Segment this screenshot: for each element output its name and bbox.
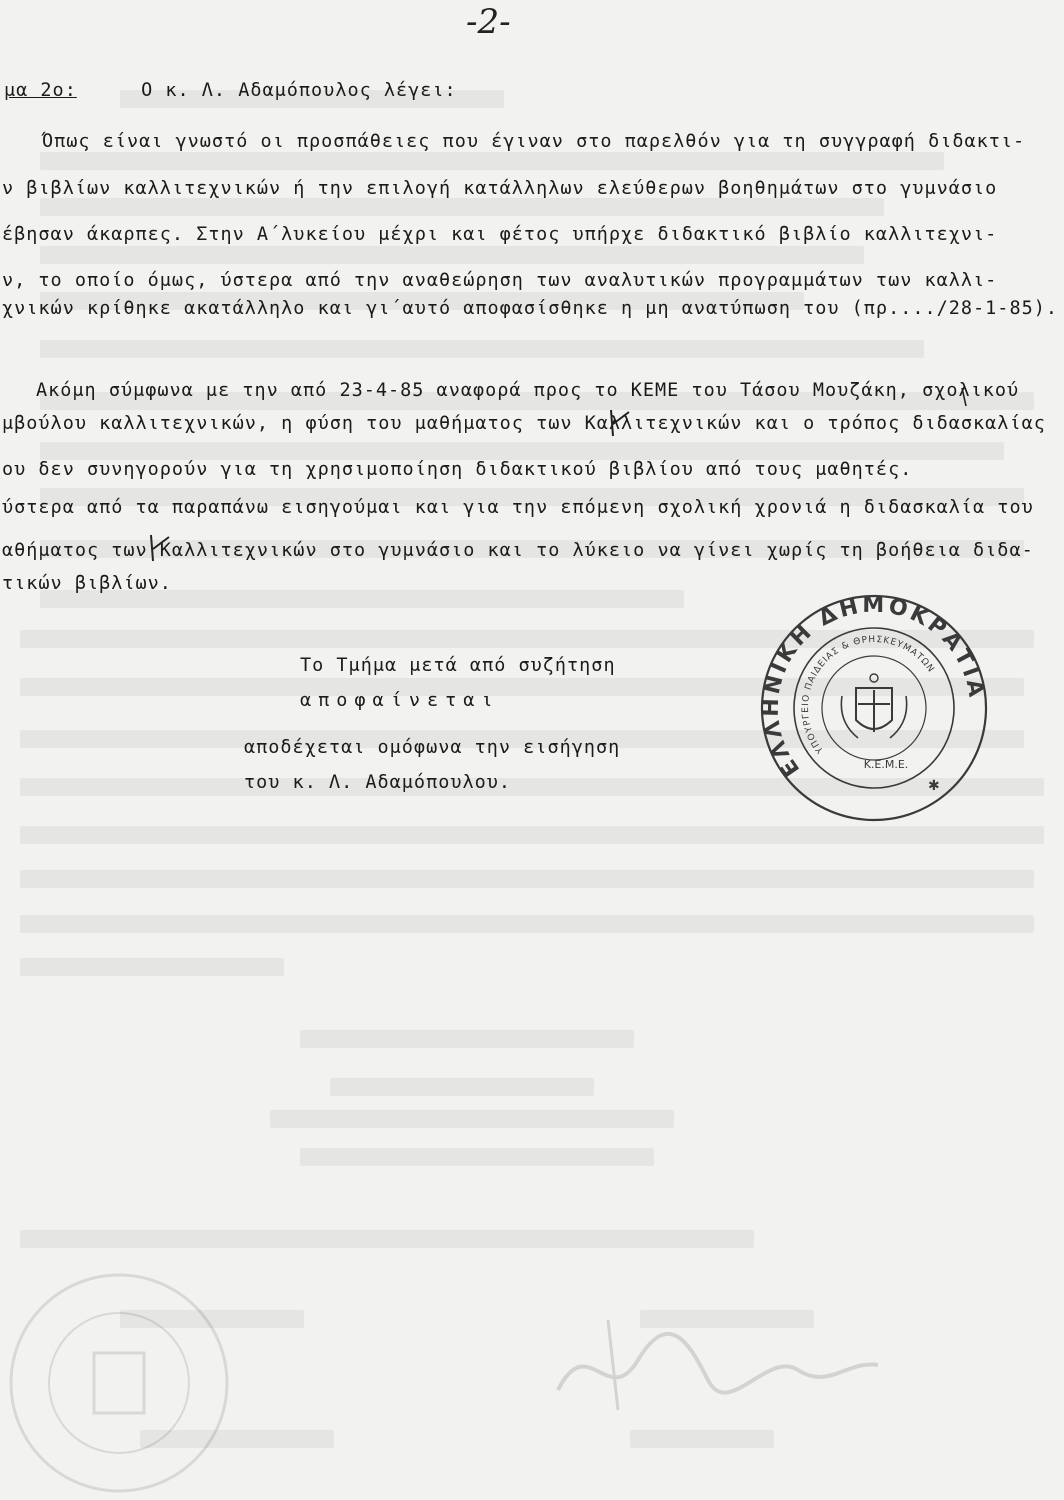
stamp-bottom-text: Κ.Ε.Μ.Ε. [863, 758, 909, 771]
paragraph-2-line-5: αθήματος των Καλλιτεχνικών στο γυμνάσιο και το λύκειο να γίνει χωρίς τη βοήθεια διδα- [2, 540, 1034, 561]
decision-line-4: του κ. Λ. Αδαμόπουλου. [244, 772, 512, 793]
paragraph-2-line-3: ου δεν συνηγορούν για τη χρησιμοποίηση διδακτικού βιβλίου από τους μαθητές. [2, 459, 913, 480]
section-label: μα 2ο: [4, 80, 77, 101]
stamp-star-icon: ✱ [928, 778, 940, 794]
paragraph-1-line-2: ν βιβλίων καλλιτεχνικών ή την επιλογή κατάλληλων ελεύθερων βοηθημάτων στο γυμνάσιο [2, 178, 998, 199]
stamp-emblem-icon [841, 674, 906, 738]
paragraph-1-line-5: χνικών κρίθηκε ακατάλληλο και γι΄αυτό αποφασίσθηκε η μη ανατύπωση του (πρ..../28-1-85). [2, 298, 1059, 319]
paragraph-2-line-2: μβούλου καλλιτεχνικών, η φύση του μαθήματος των Καλλιτεχνικών και ο τρόπος διδασκαλίας [2, 413, 1046, 434]
stamp-outer-text: ΕΛΛΗΝΙΚΗ ΔΗΜΟΚΡΑΤΙΑ [758, 592, 989, 781]
paragraph-2-line-1: Ακόμη σύμφωνα με την από 23-4-85 αναφορά προς το ΚΕΜΕ του Τάσου Μουζάκη, σχολικού [36, 380, 1020, 401]
official-stamp [758, 592, 990, 824]
decision-line-3: αποδέχεται ομόφωνα την εισήγηση [244, 737, 621, 758]
handwritten-tick-mark [958, 386, 976, 408]
stamp-inner-text: ΥΠΟΥΡΓΕΙΟ ΠΑΙΔΕΙΑΣ & ΘΡΗΣΚΕΥΜΑΤΩΝ [800, 634, 936, 755]
page-number: -2- [466, 2, 511, 42]
decision-line-1: Το Τμήμα μετά από συζήτηση [300, 655, 616, 676]
section-heading [4, 80, 457, 101]
handwritten-correction-mark-2 [145, 533, 175, 563]
paragraph-2-line-6: τικών βιβλίων. [2, 573, 172, 594]
paragraph-1-line-3: έβησαν άκαρπες. Στην Α΄λυκείου μέχρι και φέτος υπήρχε διδακτικό βιβλίο καλλιτεχνι- [2, 224, 998, 245]
paragraph-1-line-4: ν, το οποίο όμως, ύστερα από την αναθεώρηση των αναλυτικών προγραμμάτων των καλλι- [2, 270, 998, 291]
paragraph-1-line-1: Όπως είναι γνωστό οι προσπάθειες που έγιναν στο παρελθόν για τη συγγραφή διδακτι- [42, 131, 1026, 152]
section-heading-text: Ο κ. Λ. Αδαμόπουλος λέγει: [141, 80, 457, 101]
paragraph-2-line-4: ύστερα από τα παραπάνω εισηγούμαι και για την επόμενη σχολική χρονιά η διδασκαλία του [2, 497, 1034, 518]
faint-signature-mark [548, 1310, 888, 1420]
faint-seal-mark [4, 1268, 234, 1498]
decision-line-2: αποφαίνεται [300, 690, 500, 711]
handwritten-correction-mark [605, 408, 635, 438]
